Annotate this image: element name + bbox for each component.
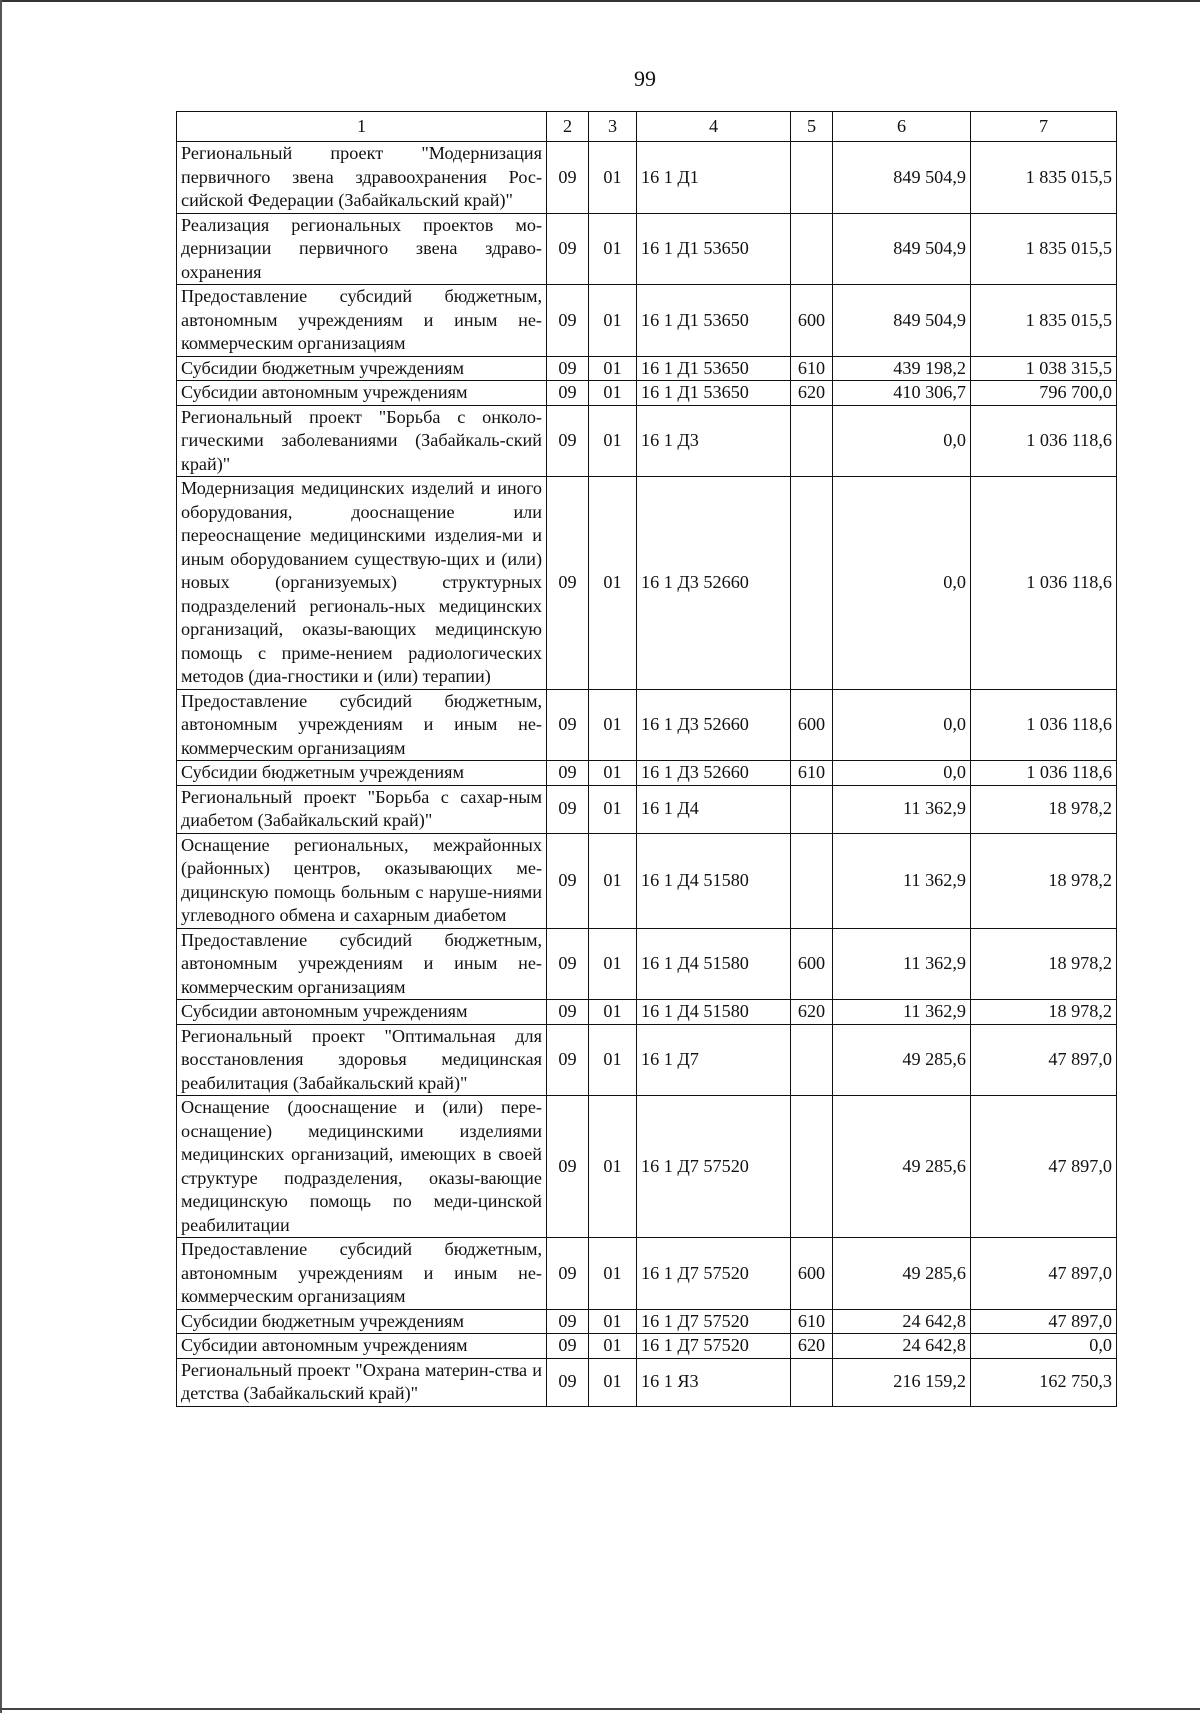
- row-name: Региональный проект "Борьба с сахар-ным диабетом (Забайкальский край)": [177, 785, 547, 833]
- row-value-col6: 849 504,9: [833, 285, 971, 357]
- row-target-code: 16 1 Д4 51580: [637, 928, 791, 1000]
- table-row: [177, 477, 1117, 690]
- table-row: [177, 1238, 1117, 1310]
- header-col-3: 3: [589, 112, 637, 142]
- scan-border-left: [0, 0, 2, 1713]
- row-value-col7: 47 897,0: [971, 1309, 1117, 1334]
- row-target-code: 16 1 Д7 57520: [637, 1309, 791, 1334]
- row-name: Модернизация медицинских изделий и иного оборудования, дооснащение или переоснащение медицинскими изделия-ми и иным оборудованием существую-щих и (или) новых (организуемых) структурных подразделений региональ-ных медицинских организаций, оказы-вающих медицинскую помощь с приме-нением радиологических методов (диа-гностики и (или) терапии): [177, 477, 547, 690]
- row-expense-type: 600: [791, 285, 833, 357]
- table-row: [177, 761, 1117, 786]
- row-expense-type: [791, 1096, 833, 1238]
- table-row: [177, 833, 1117, 928]
- row-subsection: 01: [589, 381, 637, 406]
- row-subsection: 01: [589, 1334, 637, 1359]
- row-name: Региональный проект "Модернизация первичного звена здравоохранения Рос-сийской Федерации (Забайкальский край)": [177, 142, 547, 214]
- row-value-col7: 47 897,0: [971, 1238, 1117, 1310]
- budget-table: [176, 111, 1117, 1407]
- row-subsection: 01: [589, 213, 637, 285]
- row-value-col6: 24 642,8: [833, 1334, 971, 1359]
- row-value-col7: 18 978,2: [971, 785, 1117, 833]
- row-section: 09: [547, 381, 589, 406]
- row-section: 09: [547, 1000, 589, 1025]
- table-row: [177, 1096, 1117, 1238]
- row-value-col7: 162 750,3: [971, 1358, 1117, 1406]
- header-col-5: 5: [791, 112, 833, 142]
- row-name: Оснащение (дооснащение и (или) пере-оснащение) медицинскими изделиями медицинских организаций, имеющих в своей структуре подразделения, оказы-вающие медицинскую помощь по меди-цинской реабилитации: [177, 1096, 547, 1238]
- table-row: [177, 356, 1117, 381]
- row-value-col6: 216 159,2: [833, 1358, 971, 1406]
- row-subsection: 01: [589, 405, 637, 477]
- row-expense-type: [791, 142, 833, 214]
- table-row: [177, 1358, 1117, 1406]
- header-col-7: 7: [971, 112, 1117, 142]
- row-value-col6: 24 642,8: [833, 1309, 971, 1334]
- row-target-code: 16 1 Д3: [637, 405, 791, 477]
- row-name: Субсидии автономным учреждениям: [177, 381, 547, 406]
- header-col-2: 2: [547, 112, 589, 142]
- row-section: 09: [547, 1358, 589, 1406]
- row-expense-type: 610: [791, 1309, 833, 1334]
- row-name: Субсидии бюджетным учреждениям: [177, 761, 547, 786]
- row-section: 09: [547, 477, 589, 690]
- row-subsection: 01: [589, 1358, 637, 1406]
- row-target-code: 16 1 Д7: [637, 1024, 791, 1096]
- row-section: 09: [547, 405, 589, 477]
- row-expense-type: [791, 405, 833, 477]
- table-row: [177, 1024, 1117, 1096]
- row-section: 09: [547, 356, 589, 381]
- row-expense-type: 620: [791, 1334, 833, 1359]
- row-value-col7: 1 038 315,5: [971, 356, 1117, 381]
- row-name: Предоставление субсидий бюджетным, автономным учреждениям и иным не-коммерческим организациям: [177, 928, 547, 1000]
- table-row: [177, 1000, 1117, 1025]
- row-value-col7: 1 036 118,6: [971, 689, 1117, 761]
- row-value-col6: 0,0: [833, 405, 971, 477]
- row-target-code: 16 1 Д4: [637, 785, 791, 833]
- row-subsection: 01: [589, 928, 637, 1000]
- table-row: [177, 1309, 1117, 1334]
- row-name: Реализация региональных проектов мо-дернизации первичного звена здраво-охранения: [177, 213, 547, 285]
- row-value-col6: 410 306,7: [833, 381, 971, 406]
- row-target-code: 16 1 Д1 53650: [637, 356, 791, 381]
- row-value-col6: 11 362,9: [833, 928, 971, 1000]
- row-target-code: 16 1 Д7 57520: [637, 1238, 791, 1310]
- row-value-col6: 0,0: [833, 477, 971, 690]
- row-expense-type: 610: [791, 356, 833, 381]
- row-subsection: 01: [589, 1000, 637, 1025]
- row-section: 09: [547, 142, 589, 214]
- row-subsection: 01: [589, 833, 637, 928]
- row-subsection: 01: [589, 689, 637, 761]
- row-expense-type: 620: [791, 381, 833, 406]
- row-subsection: 01: [589, 1238, 637, 1310]
- row-value-col6: 49 285,6: [833, 1238, 971, 1310]
- row-subsection: 01: [589, 477, 637, 690]
- table-row: [177, 405, 1117, 477]
- row-value-col7: 1 835 015,5: [971, 213, 1117, 285]
- row-subsection: 01: [589, 785, 637, 833]
- row-subsection: 01: [589, 285, 637, 357]
- row-section: 09: [547, 1309, 589, 1334]
- row-value-col7: 0,0: [971, 1334, 1117, 1359]
- row-value-col6: 11 362,9: [833, 833, 971, 928]
- row-value-col7: 1 036 118,6: [971, 405, 1117, 477]
- row-section: 09: [547, 785, 589, 833]
- row-target-code: 16 1 Д3 52660: [637, 477, 791, 690]
- table-row: [177, 285, 1117, 357]
- row-section: 09: [547, 1238, 589, 1310]
- row-name: Субсидии автономным учреждениям: [177, 1000, 547, 1025]
- row-expense-type: 600: [791, 689, 833, 761]
- row-value-col7: 1 835 015,5: [971, 142, 1117, 214]
- row-name: Субсидии бюджетным учреждениям: [177, 356, 547, 381]
- row-target-code: 16 1 Д4 51580: [637, 1000, 791, 1025]
- row-target-code: 16 1 Д1 53650: [637, 213, 791, 285]
- row-name: Региональный проект "Борьба с онколо-гическими заболеваниями (Забайкаль-ский край)": [177, 405, 547, 477]
- header-col-4: 4: [637, 112, 791, 142]
- row-target-code: 16 1 Д7 57520: [637, 1096, 791, 1238]
- row-section: 09: [547, 1334, 589, 1359]
- row-value-col7: 18 978,2: [971, 1000, 1117, 1025]
- table-row: [177, 928, 1117, 1000]
- row-value-col6: 849 504,9: [833, 213, 971, 285]
- header-col-1: 1: [177, 112, 547, 142]
- row-expense-type: [791, 477, 833, 690]
- row-subsection: 01: [589, 761, 637, 786]
- row-name: Субсидии автономным учреждениям: [177, 1334, 547, 1359]
- row-value-col7: 18 978,2: [971, 833, 1117, 928]
- row-subsection: 01: [589, 356, 637, 381]
- row-name: Предоставление субсидий бюджетным, автономным учреждениям и иным не-коммерческим организациям: [177, 689, 547, 761]
- row-expense-type: [791, 213, 833, 285]
- row-section: 09: [547, 833, 589, 928]
- scan-border-bottom: [0, 1708, 1200, 1710]
- row-expense-type: 610: [791, 761, 833, 786]
- row-expense-type: [791, 1358, 833, 1406]
- row-section: 09: [547, 1096, 589, 1238]
- row-value-col7: 47 897,0: [971, 1024, 1117, 1096]
- row-value-col7: 1 036 118,6: [971, 477, 1117, 690]
- row-target-code: 16 1 Д4 51580: [637, 833, 791, 928]
- row-expense-type: [791, 785, 833, 833]
- row-expense-type: [791, 1024, 833, 1096]
- row-target-code: 16 1 Д1 53650: [637, 285, 791, 357]
- table-row: [177, 142, 1117, 214]
- row-section: 09: [547, 689, 589, 761]
- row-value-col6: 49 285,6: [833, 1024, 971, 1096]
- row-value-col6: 49 285,6: [833, 1096, 971, 1238]
- row-name: Субсидии бюджетным учреждениям: [177, 1309, 547, 1334]
- row-section: 09: [547, 928, 589, 1000]
- row-value-col6: 11 362,9: [833, 785, 971, 833]
- row-expense-type: 600: [791, 1238, 833, 1310]
- row-section: 09: [547, 285, 589, 357]
- row-value-col6: 0,0: [833, 761, 971, 786]
- row-target-code: 16 1 Д7 57520: [637, 1334, 791, 1359]
- row-section: 09: [547, 213, 589, 285]
- row-subsection: 01: [589, 142, 637, 214]
- scan-border-top: [0, 0, 1200, 2]
- row-subsection: 01: [589, 1024, 637, 1096]
- row-value-col7: 1 835 015,5: [971, 285, 1117, 357]
- row-section: 09: [547, 1024, 589, 1096]
- row-target-code: 16 1 Д1 53650: [637, 381, 791, 406]
- row-subsection: 01: [589, 1096, 637, 1238]
- row-subsection: 01: [589, 1309, 637, 1334]
- row-section: 09: [547, 761, 589, 786]
- row-expense-type: [791, 833, 833, 928]
- row-value-col6: 849 504,9: [833, 142, 971, 214]
- row-value-col7: 18 978,2: [971, 928, 1117, 1000]
- row-value-col7: 796 700,0: [971, 381, 1117, 406]
- table-row: [177, 381, 1117, 406]
- row-name: Оснащение региональных, межрайонных (районных) центров, оказывающих ме-дицинскую помощь больным с наруше-ниями углеводного обмена и сахарным диабетом: [177, 833, 547, 928]
- row-value-col6: 11 362,9: [833, 1000, 971, 1025]
- table-row: [177, 213, 1117, 285]
- page-number: 99: [634, 66, 656, 91]
- table-body: [177, 142, 1117, 1407]
- table-row: [177, 785, 1117, 833]
- row-name: Региональный проект "Охрана материн-ства и детства (Забайкальский край)": [177, 1358, 547, 1406]
- row-name: Предоставление субсидий бюджетным, автономным учреждениям и иным не-коммерческим организациям: [177, 1238, 547, 1310]
- header-row: [177, 112, 1117, 142]
- row-target-code: 16 1 Д3 52660: [637, 761, 791, 786]
- row-target-code: 16 1 Д3 52660: [637, 689, 791, 761]
- row-expense-type: 620: [791, 1000, 833, 1025]
- row-value-col6: 439 198,2: [833, 356, 971, 381]
- row-value-col6: 0,0: [833, 689, 971, 761]
- row-name: Предоставление субсидий бюджетным, автономным учреждениям и иным не-коммерческим организациям: [177, 285, 547, 357]
- row-value-col7: 47 897,0: [971, 1096, 1117, 1238]
- row-target-code: 16 1 Я3: [637, 1358, 791, 1406]
- table-row: [177, 1334, 1117, 1359]
- header-col-6: 6: [833, 112, 971, 142]
- row-value-col7: 1 036 118,6: [971, 761, 1117, 786]
- table-row: [177, 689, 1117, 761]
- row-name: Региональный проект "Оптимальная для восстановления здоровья медицинская реабилитация (Забайкальский край)": [177, 1024, 547, 1096]
- row-target-code: 16 1 Д1: [637, 142, 791, 214]
- row-expense-type: 600: [791, 928, 833, 1000]
